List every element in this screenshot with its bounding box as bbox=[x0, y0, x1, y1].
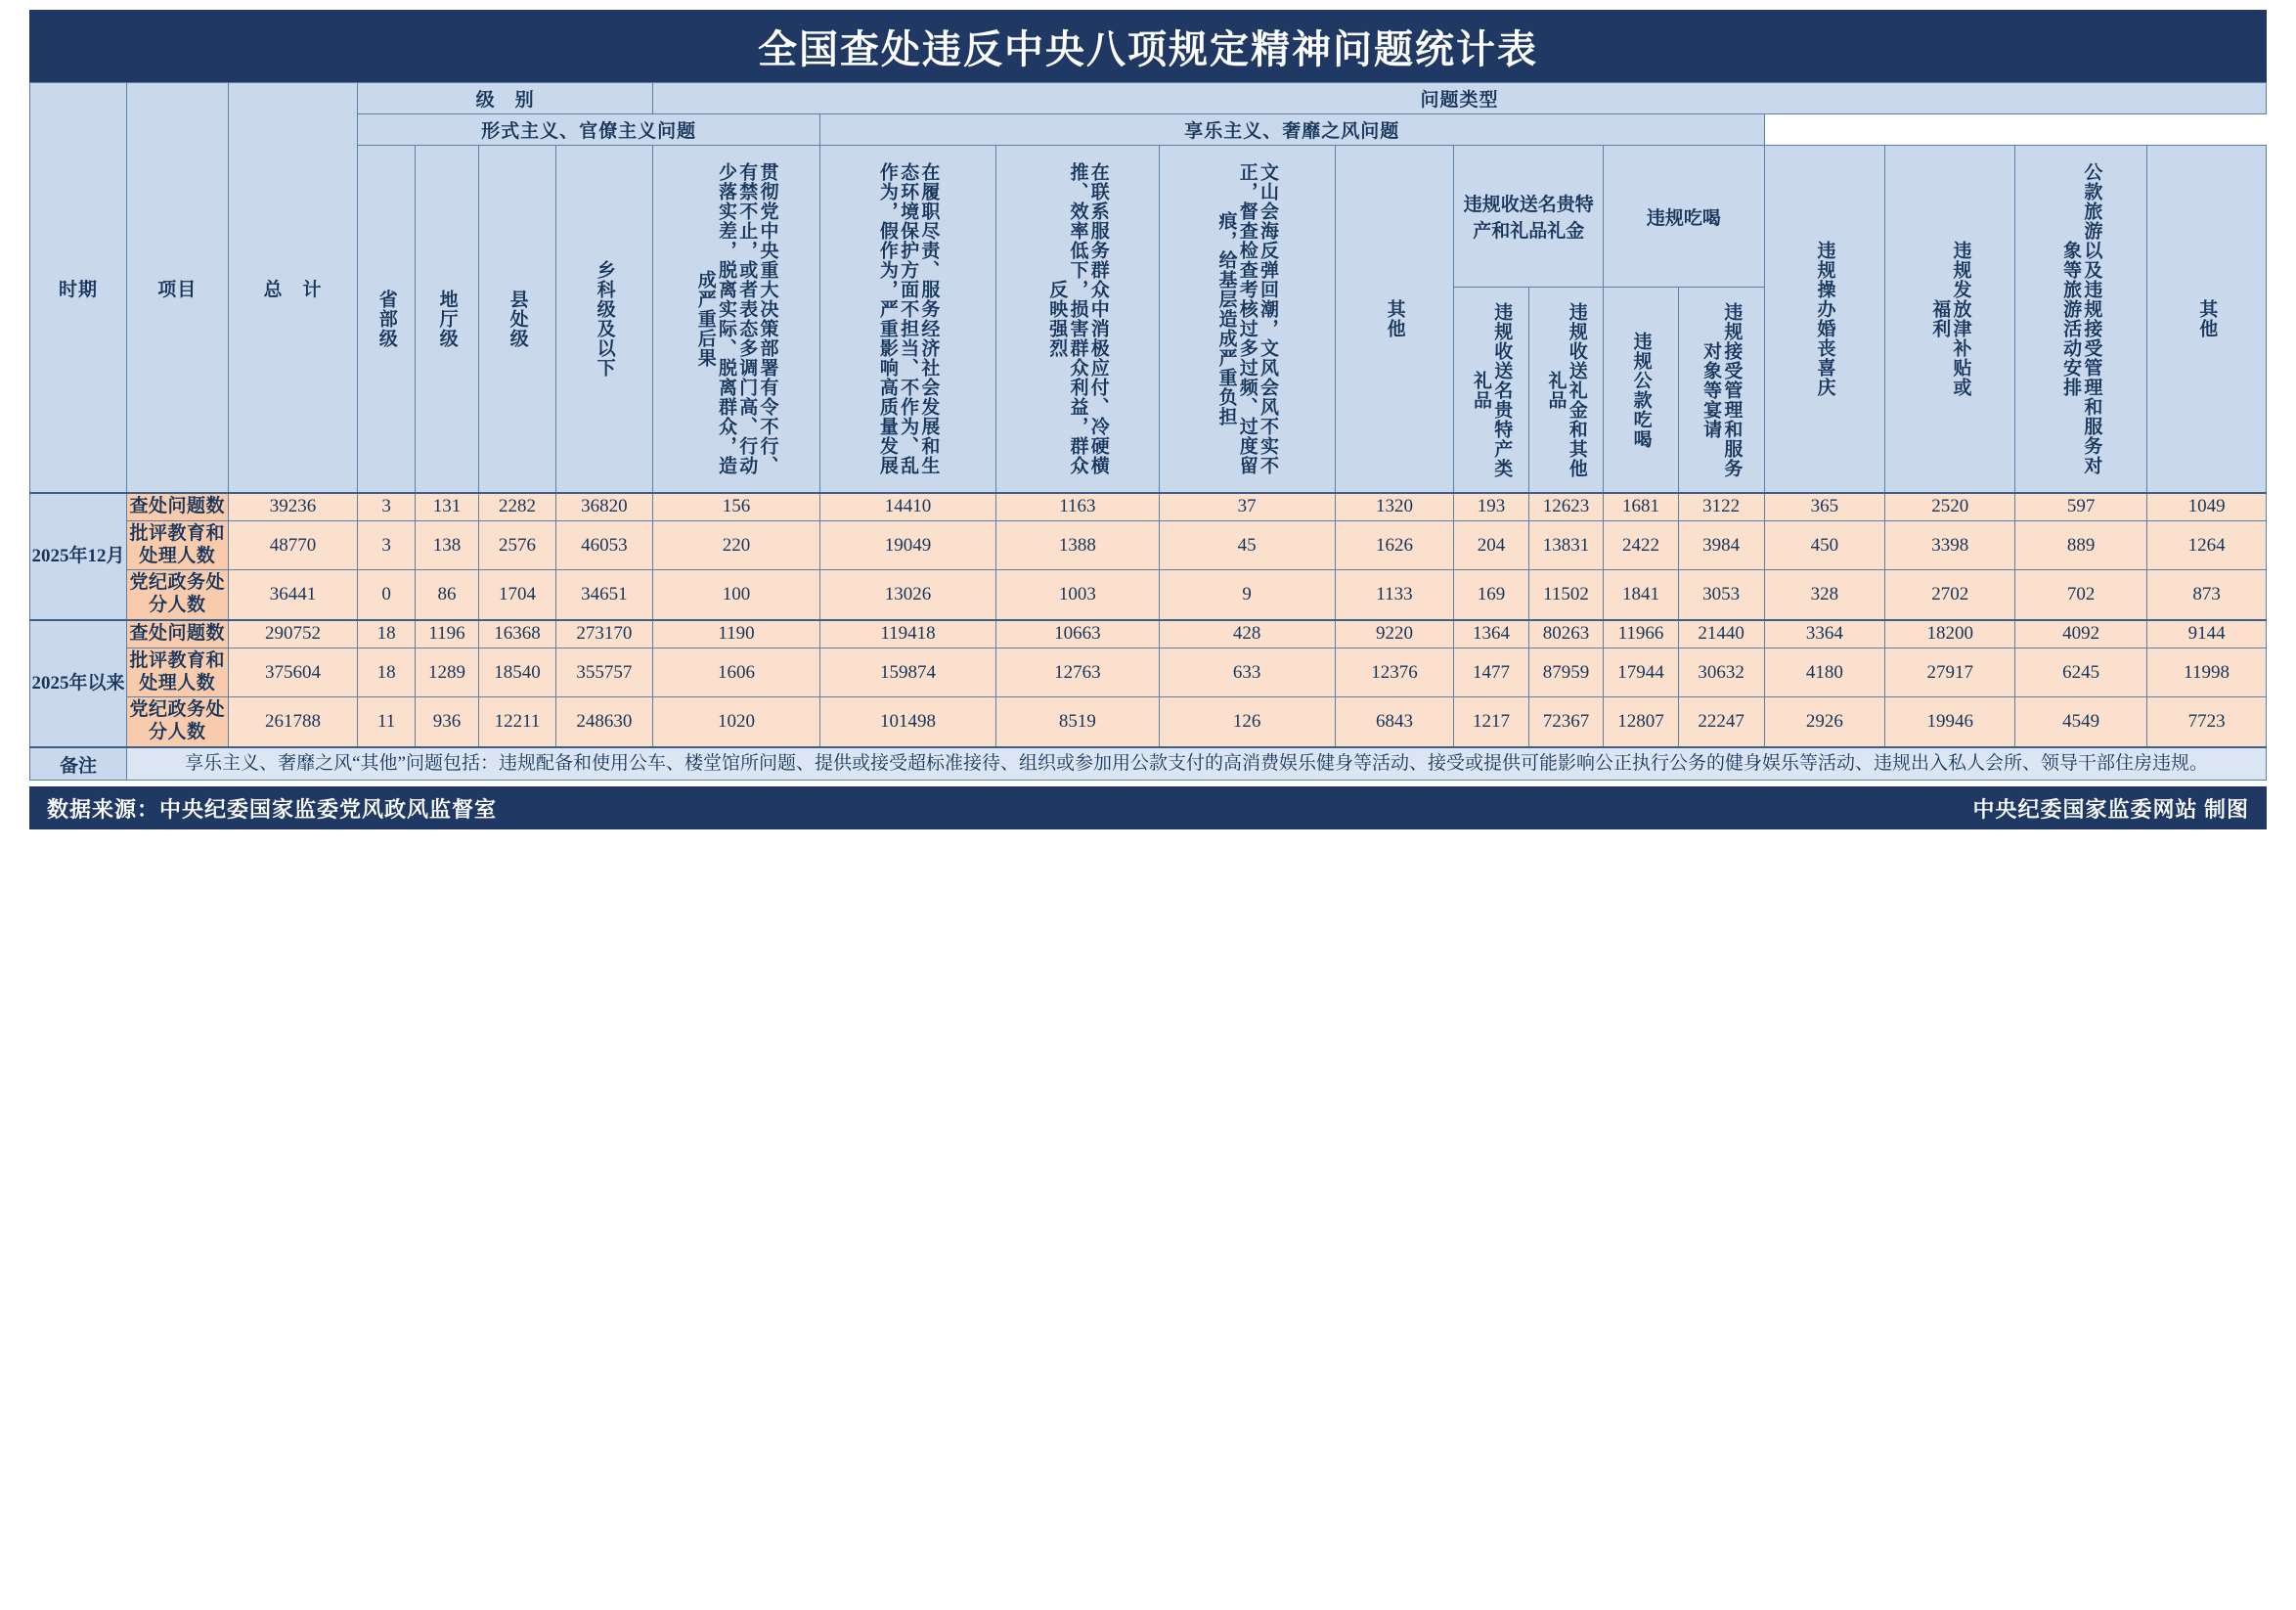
cell-formalism-1: 156 bbox=[652, 493, 819, 520]
cell-hedonism-other: 873 bbox=[2147, 570, 2267, 620]
col-header-level-township: 乡科级及以下 bbox=[555, 146, 652, 494]
cell-level-county: 2282 bbox=[479, 493, 556, 520]
cell-eat-public-funds: 12807 bbox=[1604, 697, 1679, 747]
cell-level-prefectural: 936 bbox=[415, 697, 478, 747]
cell-formalism-2: 19049 bbox=[820, 520, 996, 570]
cell-wedding: 450 bbox=[1764, 520, 1885, 570]
table-row bbox=[30, 520, 2267, 570]
cell-wedding: 2926 bbox=[1764, 697, 1885, 747]
col-header-level-prefectural: 地厅级 bbox=[415, 146, 478, 494]
cell-formalism-2: 14410 bbox=[820, 493, 996, 520]
row-header-item: 批评教育和处理人数 bbox=[127, 520, 229, 570]
cell-formalism-1: 1606 bbox=[652, 648, 819, 697]
table-row bbox=[30, 570, 2267, 620]
row-header-item: 查处问题数 bbox=[127, 620, 229, 648]
cell-level-township: 355757 bbox=[555, 648, 652, 697]
cell-formalism-other: 6843 bbox=[1335, 697, 1454, 747]
cell-formalism-4: 9 bbox=[1159, 570, 1335, 620]
cell-eat-public-funds: 17944 bbox=[1604, 648, 1679, 697]
cell-formalism-3: 1388 bbox=[996, 520, 1160, 570]
table-row bbox=[30, 620, 2267, 648]
col-header-formalism-3: 在联系服务群众中消极应付、冷硬横推、效率低下，损害群众利益，群众反映强烈 bbox=[996, 146, 1160, 494]
cell-allowance: 2702 bbox=[1885, 570, 2015, 620]
col-header-formalism-4: 文山会海反弹回潮，文风会风不实不正，督查检查考核过多过频、过度留痕，给基层造成严重负担 bbox=[1159, 146, 1335, 494]
page-title: 全国查处违反中央八项规定精神问题统计表 bbox=[29, 10, 2267, 82]
row-header-item: 批评教育和处理人数 bbox=[127, 648, 229, 697]
col-header-eat-public-funds: 违规公款吃喝 bbox=[1604, 288, 1679, 494]
cell-gift-money: 11502 bbox=[1528, 570, 1604, 620]
table-row bbox=[30, 648, 2267, 697]
cell-eat-banquet: 30632 bbox=[1678, 648, 1764, 697]
table-row bbox=[30, 697, 2267, 747]
cell-hedonism-other: 11998 bbox=[2147, 648, 2267, 697]
remark-row bbox=[30, 747, 2267, 781]
header-row-1 bbox=[30, 83, 2267, 114]
cell-hedonism-other: 1049 bbox=[2147, 493, 2267, 520]
cell-formalism-4: 633 bbox=[1159, 648, 1335, 697]
cell-formalism-2: 159874 bbox=[820, 648, 996, 697]
cell-level-county: 18540 bbox=[479, 648, 556, 697]
cell-hedonism-other: 7723 bbox=[2147, 697, 2267, 747]
col-header-formalism-2: 在履职尽责、服务经济社会发展和生态环境保护方面不担当、不作为、乱作为，假作为，严重影响高质量发展 bbox=[820, 146, 996, 494]
cell-allowance: 2520 bbox=[1885, 493, 2015, 520]
col-header-total: 总 计 bbox=[228, 83, 358, 494]
cell-formalism-4: 428 bbox=[1159, 620, 1335, 648]
cell-level-prefectural: 138 bbox=[415, 520, 478, 570]
data-source-text: 数据来源：中央纪委国家监委党风政风监督室 bbox=[47, 796, 498, 822]
group-header-problem-type: 问题类型 bbox=[652, 83, 2266, 114]
col-header-item: 项目 bbox=[127, 83, 229, 494]
cell-wedding: 4180 bbox=[1764, 648, 1885, 697]
cell-formalism-2: 13026 bbox=[820, 570, 996, 620]
cell-hedonism-other: 1264 bbox=[2147, 520, 2267, 570]
cell-formalism-1: 100 bbox=[652, 570, 819, 620]
cell-total: 290752 bbox=[228, 620, 358, 648]
cell-eat-banquet: 22247 bbox=[1678, 697, 1764, 747]
col-header-hedonism-wedding: 违规操办婚丧喜庆 bbox=[1764, 146, 1885, 494]
cell-level-prefectural: 86 bbox=[415, 570, 478, 620]
cell-eat-public-funds: 1681 bbox=[1604, 493, 1679, 520]
cell-formalism-other: 12376 bbox=[1335, 648, 1454, 697]
cell-level-county: 1704 bbox=[479, 570, 556, 620]
remark-text: 享乐主义、奢靡之风“其他”问题包括：违规配备和使用公车、楼堂馆所问题、提供或接受超标准接待、组织或参加用公款支付的高消费娱乐健身等活动、接受或提供可能影响公正执行公务的健身娱乐等活动、违规出入私人会所、领导干部住房违规。 bbox=[127, 747, 2267, 781]
cell-formalism-3: 12763 bbox=[996, 648, 1160, 697]
cell-formalism-2: 101498 bbox=[820, 697, 996, 747]
cell-level-prefectural: 1289 bbox=[415, 648, 478, 697]
cell-gift-specialty: 1477 bbox=[1454, 648, 1529, 697]
cell-allowance: 27917 bbox=[1885, 648, 2015, 697]
cell-level-prefectural: 131 bbox=[415, 493, 478, 520]
cell-gift-specialty: 1364 bbox=[1454, 620, 1529, 648]
cell-gift-money: 72367 bbox=[1528, 697, 1604, 747]
col-header-eat-banquet: 违规接受管理和服务对象等宴请 bbox=[1678, 288, 1764, 494]
col-header-gift-specialty: 违规收送名贵特产类礼品 bbox=[1454, 288, 1529, 494]
cell-level-county: 16368 bbox=[479, 620, 556, 648]
cell-gift-money: 80263 bbox=[1528, 620, 1604, 648]
cell-gift-specialty: 204 bbox=[1454, 520, 1529, 570]
col-header-level-provincial: 省部级 bbox=[358, 146, 416, 494]
cell-level-prefectural: 1196 bbox=[415, 620, 478, 648]
cell-total: 261788 bbox=[228, 697, 358, 747]
cell-formalism-1: 1190 bbox=[652, 620, 819, 648]
row-header-item: 党纪政务处分人数 bbox=[127, 570, 229, 620]
cell-level-county: 12211 bbox=[479, 697, 556, 747]
credit-text: 中央纪委国家监委网站 制图 bbox=[1972, 796, 2249, 822]
cell-eat-public-funds: 11966 bbox=[1604, 620, 1679, 648]
remark-label: 备注 bbox=[30, 747, 127, 781]
cell-formalism-4: 45 bbox=[1159, 520, 1335, 570]
cell-gift-specialty: 193 bbox=[1454, 493, 1529, 520]
cell-formalism-3: 8519 bbox=[996, 697, 1160, 747]
cell-level-provincial: 18 bbox=[358, 620, 416, 648]
row-header-item: 查处问题数 bbox=[127, 493, 229, 520]
cell-formalism-4: 126 bbox=[1159, 697, 1335, 747]
cell-travel: 4092 bbox=[2015, 620, 2147, 648]
cell-allowance: 3398 bbox=[1885, 520, 2015, 570]
cell-formalism-3: 1003 bbox=[996, 570, 1160, 620]
col-header-hedonism-allowance: 违规发放津补贴或福利 bbox=[1885, 146, 2015, 494]
cell-level-township: 36820 bbox=[555, 493, 652, 520]
cell-formalism-2: 119418 bbox=[820, 620, 996, 648]
header-row-3 bbox=[30, 146, 2267, 288]
cell-formalism-other: 1626 bbox=[1335, 520, 1454, 570]
cell-eat-banquet: 3053 bbox=[1678, 570, 1764, 620]
group-header-formalism: 形式主义、官僚主义问题 bbox=[358, 114, 820, 146]
cell-travel: 597 bbox=[2015, 493, 2147, 520]
cell-travel: 702 bbox=[2015, 570, 2147, 620]
cell-formalism-1: 1020 bbox=[652, 697, 819, 747]
cell-formalism-4: 37 bbox=[1159, 493, 1335, 520]
cell-eat-public-funds: 2422 bbox=[1604, 520, 1679, 570]
cell-level-provincial: 0 bbox=[358, 570, 416, 620]
col-header-level-county: 县处级 bbox=[479, 146, 556, 494]
cell-wedding: 328 bbox=[1764, 570, 1885, 620]
cell-formalism-3: 1163 bbox=[996, 493, 1160, 520]
cell-level-county: 2576 bbox=[479, 520, 556, 570]
row-header-period: 2025年以来 bbox=[30, 620, 127, 747]
cell-eat-public-funds: 1841 bbox=[1604, 570, 1679, 620]
cell-formalism-other: 1320 bbox=[1335, 493, 1454, 520]
col-header-period: 时期 bbox=[30, 83, 127, 494]
group-header-hedonism-eat: 违规吃喝 bbox=[1604, 146, 1764, 288]
cell-level-provincial: 11 bbox=[358, 697, 416, 747]
cell-allowance: 19946 bbox=[1885, 697, 2015, 747]
group-header-level: 级 别 bbox=[358, 83, 653, 114]
cell-level-township: 46053 bbox=[555, 520, 652, 570]
cell-eat-banquet: 3122 bbox=[1678, 493, 1764, 520]
cell-allowance: 18200 bbox=[1885, 620, 2015, 648]
cell-total: 375604 bbox=[228, 648, 358, 697]
group-header-hedonism: 享乐主义、奢靡之风问题 bbox=[820, 114, 1765, 146]
statistics-table bbox=[29, 82, 2267, 781]
col-header-hedonism-travel: 公款旅游以及违规接受管理和服务对象等旅游活动安排 bbox=[2015, 146, 2147, 494]
cell-total: 48770 bbox=[228, 520, 358, 570]
cell-formalism-other: 9220 bbox=[1335, 620, 1454, 648]
cell-hedonism-other: 9144 bbox=[2147, 620, 2267, 648]
cell-gift-money: 12623 bbox=[1528, 493, 1604, 520]
cell-total: 39236 bbox=[228, 493, 358, 520]
cell-formalism-3: 10663 bbox=[996, 620, 1160, 648]
table-row bbox=[30, 493, 2267, 520]
cell-gift-specialty: 1217 bbox=[1454, 697, 1529, 747]
cell-level-provincial: 3 bbox=[358, 493, 416, 520]
cell-level-provincial: 18 bbox=[358, 648, 416, 697]
row-header-item: 党纪政务处分人数 bbox=[127, 697, 229, 747]
col-header-gift-money: 违规收送礼金和其他礼品 bbox=[1528, 288, 1604, 494]
cell-travel: 6245 bbox=[2015, 648, 2147, 697]
cell-gift-money: 87959 bbox=[1528, 648, 1604, 697]
row-header-period: 2025年12月 bbox=[30, 493, 127, 620]
cell-level-township: 273170 bbox=[555, 620, 652, 648]
cell-gift-money: 13831 bbox=[1528, 520, 1604, 570]
cell-level-township: 248630 bbox=[555, 697, 652, 747]
cell-level-township: 34651 bbox=[555, 570, 652, 620]
cell-level-provincial: 3 bbox=[358, 520, 416, 570]
cell-travel: 889 bbox=[2015, 520, 2147, 570]
col-header-hedonism-other: 其他 bbox=[2147, 146, 2267, 494]
footer-bar bbox=[29, 786, 2267, 829]
cell-wedding: 365 bbox=[1764, 493, 1885, 520]
cell-formalism-other: 1133 bbox=[1335, 570, 1454, 620]
cell-eat-banquet: 21440 bbox=[1678, 620, 1764, 648]
group-header-hedonism-gift: 违规收送名贵特产和礼品礼金 bbox=[1454, 146, 1604, 288]
cell-travel: 4549 bbox=[2015, 697, 2147, 747]
cell-total: 36441 bbox=[228, 570, 358, 620]
col-header-formalism-1: 贯彻党中央重大决策部署有令不行、有禁不止，或者表态多调门高、行动少落实差，脱离实际、脱离群众，造成严重后果 bbox=[652, 146, 819, 494]
cell-wedding: 3364 bbox=[1764, 620, 1885, 648]
col-header-formalism-other: 其他 bbox=[1335, 146, 1454, 494]
cell-formalism-1: 220 bbox=[652, 520, 819, 570]
header-row-2 bbox=[30, 114, 2267, 146]
cell-gift-specialty: 169 bbox=[1454, 570, 1529, 620]
cell-eat-banquet: 3984 bbox=[1678, 520, 1764, 570]
